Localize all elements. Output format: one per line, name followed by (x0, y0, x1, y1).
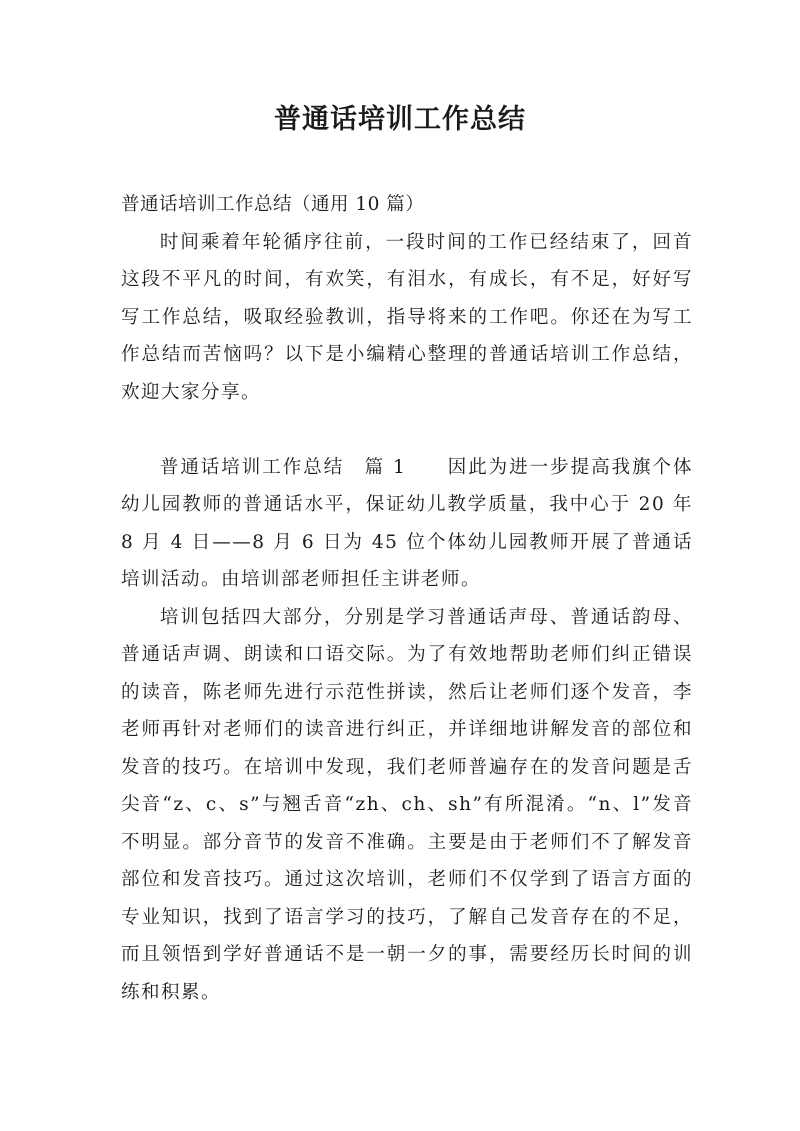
document-title: 普通话培训工作总结 (274, 104, 526, 135)
document-subtitle: 普通话培训工作总结（通用 10 篇） (121, 194, 425, 215)
training-content-paragraph: 培训包括四大部分，分别是学习普通话声母、普通话韵母、普通话声调、朗读和口语交际。为了有效地帮助老师们纠正错误的读音，陈老师先进行示范性拼读，然后让老师们逐个发音，李老师再针对老师们的读音进行纠正，并详细地讲解发音的部位和发音的技巧。在培训中发现，我们老师普遍存在的发音问题是舌尖音“z、c、s”与翘舌音“zh、ch、sh”有所混淆。“n、l”发音不明显。部分音节的发音不准确。主要是由于老师们不了解发音部位和发音技巧。通过这次培训，老师们不仅学到了语言方面的专业知识，找到了语言学习的技巧，了解自己发音存在的不足，而且领悟到学好普通话不是一朝一夕的事，需要经历长时间的训练和积累。 (121, 606, 693, 1003)
document-body (121, 186, 693, 1011)
paragraph-spacer (121, 411, 693, 449)
intro-paragraph: 时间乘着年轮循序往前，一段时间的工作已经结束了，回首这段不平凡的时间，有欢笑，有泪水，有成长，有不足，好好写写工作总结，吸取经验教训，指导将来的工作吧。你还在为写工作总结而苦恼吗？以下是小编精心整理的普通话培训工作总结，欢迎大家分享。 (121, 231, 693, 403)
section-1-paragraph: 普通话培训工作总结 篇 1 因此为进一步提高我旗个体幼儿园教师的普通话水平，保证幼儿教学质量，我中心于 20 年 8 月 4 日——8 月 6 日为 45 位个体幼儿园教师开展了普通话培训活动。由培训部老师担任主讲老师。 (121, 456, 693, 590)
